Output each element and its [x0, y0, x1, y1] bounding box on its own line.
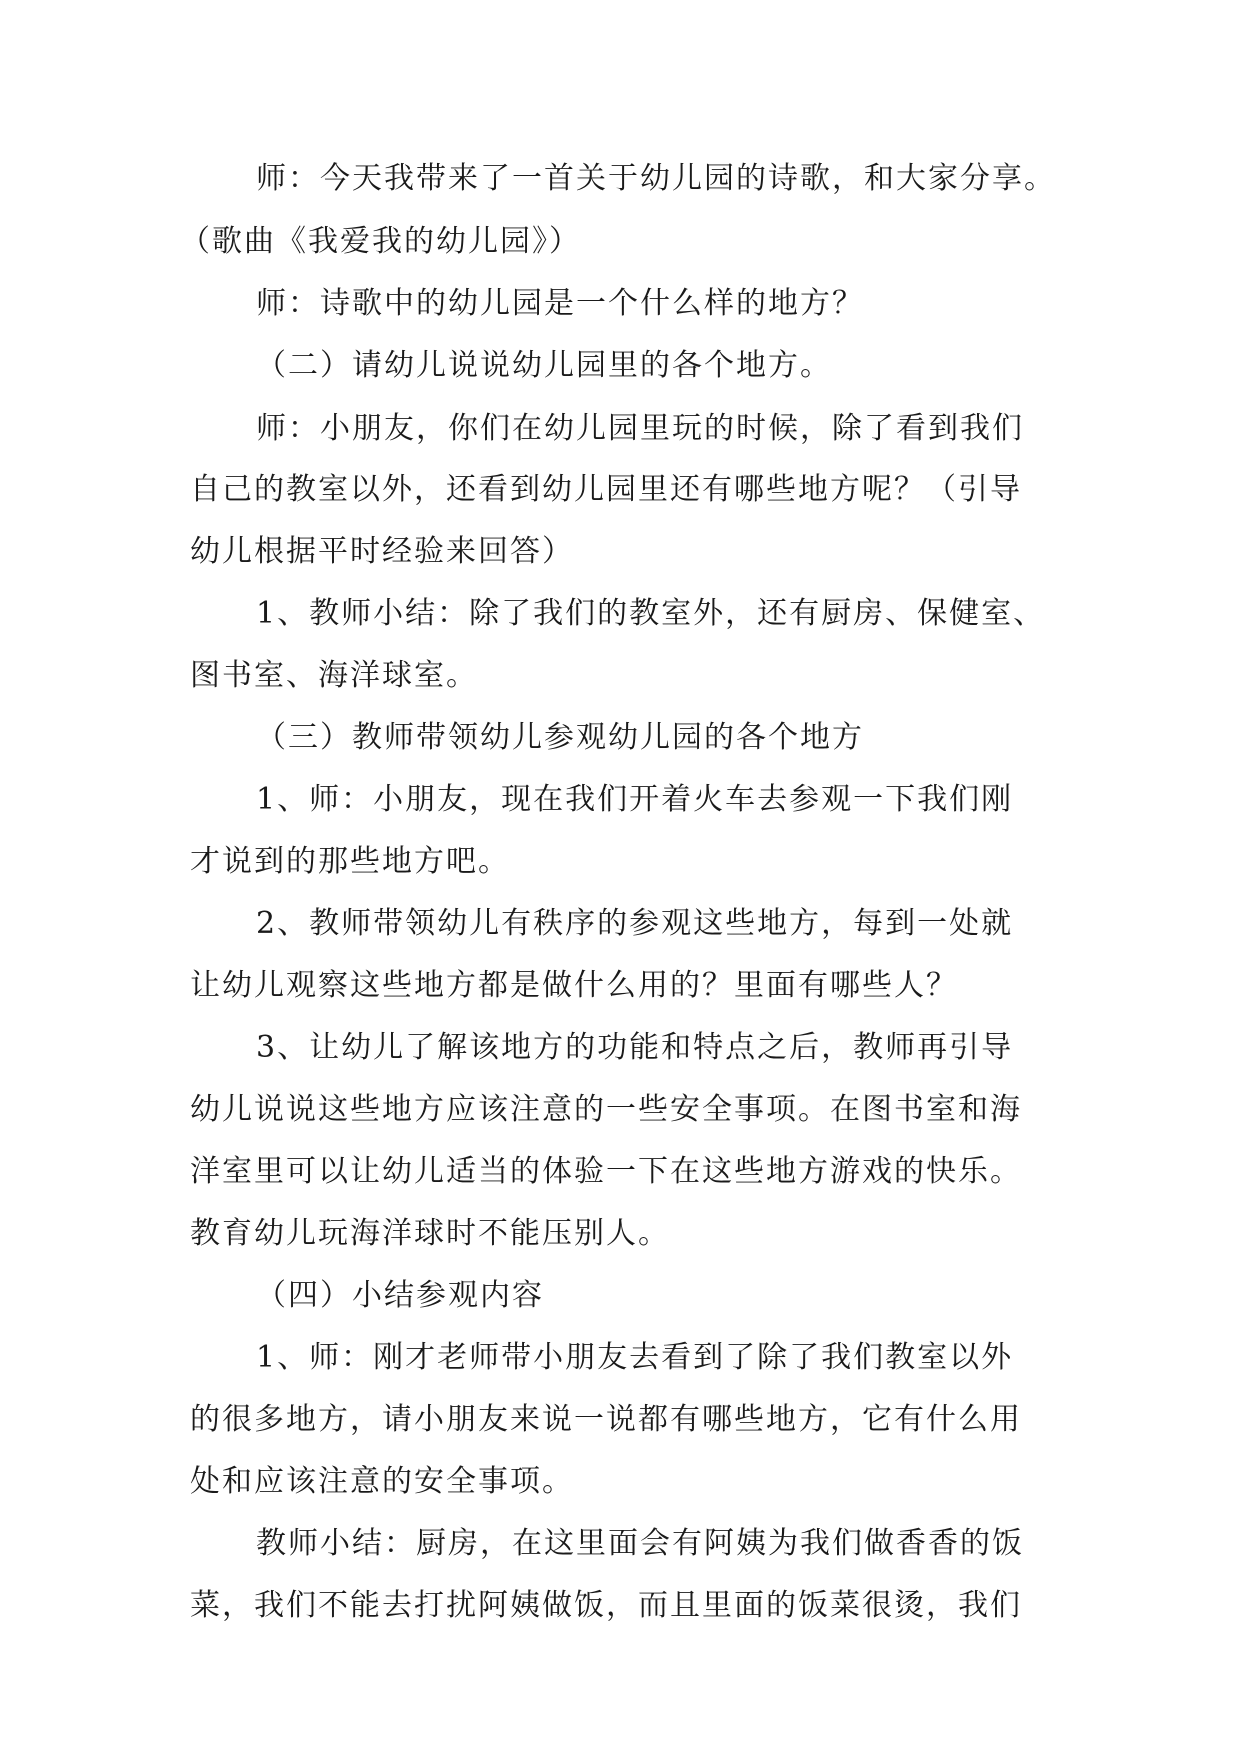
paragraph-line: 的很多地方，请小朋友来说一说都有哪些地方，它有什么用	[190, 1402, 1022, 1437]
paragraph-line: 3、让幼儿了解该地方的功能和特点之后，教师再引导	[256, 1030, 1014, 1065]
paragraph-line: 1、教师小结：除了我们的教室外，还有厨房、保健室、	[256, 596, 1046, 631]
paragraph-line: 1、师：小朋友，现在我们开着火车去参观一下我们刚	[256, 782, 1014, 817]
paragraph-line: 菜，我们不能去打扰阿姨做饭，而且里面的饭菜很烫，我们	[190, 1588, 1022, 1623]
paragraph-line: 幼儿根据平时经验来回答）	[190, 534, 574, 569]
paragraph-line: 让幼儿观察这些地方都是做什么用的？里面有哪些人？	[190, 968, 958, 1003]
paragraph-line: 师：诗歌中的幼儿园是一个什么样的地方？	[256, 286, 864, 321]
paragraph-line: 教师小结：厨房，在这里面会有阿姨为我们做香香的饭	[256, 1526, 1024, 1561]
paragraph-line: 才说到的那些地方吧。	[190, 844, 510, 879]
paragraph-line: 洋室里可以让幼儿适当的体验一下在这些地方游戏的快乐。	[190, 1154, 1022, 1189]
paragraph-line: 师：小朋友，你们在幼儿园里玩的时候，除了看到我们	[256, 411, 1024, 446]
section-heading: （四）小结参观内容	[256, 1278, 544, 1313]
paragraph-line: 师：今天我带来了一首关于幼儿园的诗歌，和大家分享。	[256, 161, 1056, 196]
section-heading: （二）请幼儿说说幼儿园里的各个地方。	[256, 348, 832, 383]
section-heading: （三）教师带领幼儿参观幼儿园的各个地方	[256, 720, 864, 755]
paragraph-line: 图书室、海洋球室。	[190, 658, 478, 693]
paragraph-line: 处和应该注意的安全事项。	[190, 1464, 574, 1499]
paragraph-line: （歌曲《我爱我的幼儿园》）	[180, 224, 581, 259]
paragraph-line: 2、教师带领幼儿有秩序的参观这些地方，每到一处就	[256, 906, 1014, 941]
paragraph-line: 教育幼儿玩海洋球时不能压别人。	[190, 1216, 670, 1251]
paragraph-line: 1、师：刚才老师带小朋友去看到了除了我们教室以外	[256, 1340, 1014, 1375]
paragraph-line: 自己的教室以外，还看到幼儿园里还有哪些地方呢？（引导	[190, 472, 1022, 507]
paragraph-line: 幼儿说说这些地方应该注意的一些安全事项。在图书室和海	[190, 1092, 1022, 1127]
